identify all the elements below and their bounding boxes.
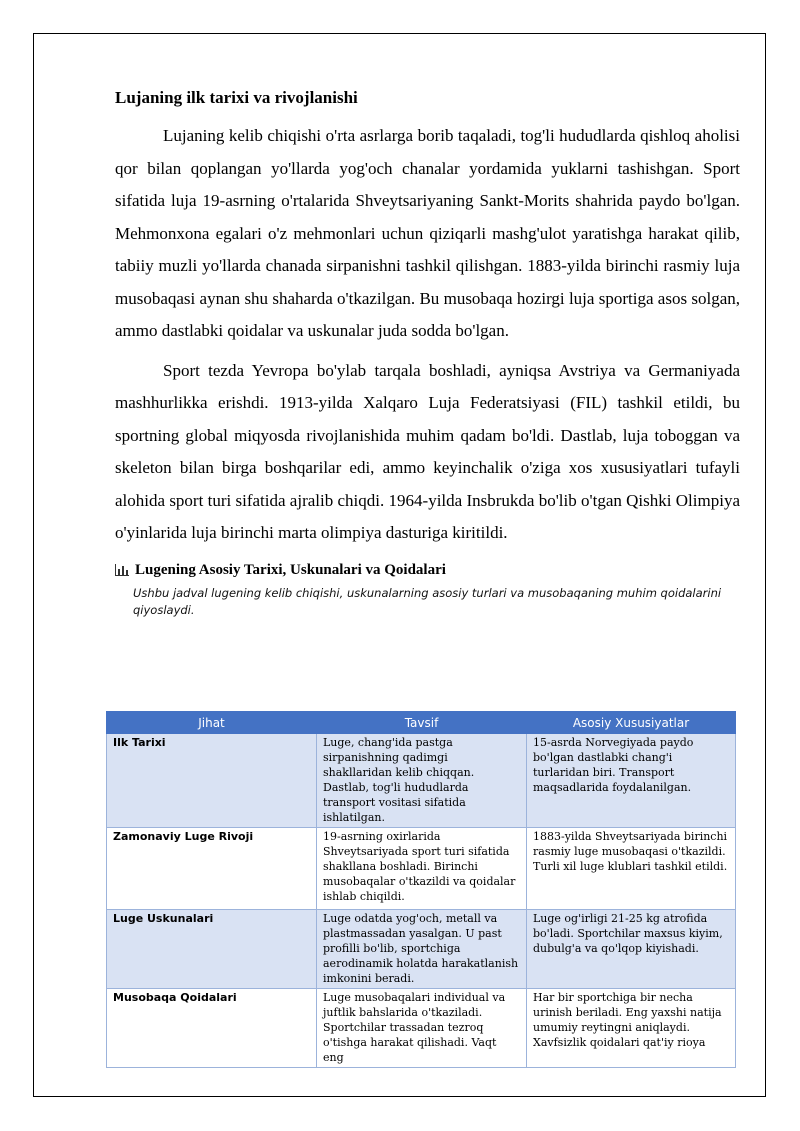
header-aspect: Jihat <box>107 712 317 734</box>
table-title: Lugening Asosiy Tarixi, Uskunalari va Qoidalari <box>135 561 446 578</box>
cell-description: 19-asrning oxirlarida Shveytsariyada sport turi sifatida shakllana boshladi. Birinchi musobaqalar o'tkazildi va qoidalar ishlab chiqildi. <box>317 828 527 910</box>
cell-aspect: Zamonaviy Luge Rivoji <box>107 828 317 910</box>
info-table <box>106 711 736 1068</box>
cell-aspect: Musobaqa Qoidalari <box>107 989 317 1068</box>
cell-aspect: Luge Uskunalari <box>107 910 317 989</box>
header-features: Asosiy Xususiyatlar <box>527 712 736 734</box>
cell-description: Luge musobaqalari individual va juftlik bahslarida o'tkaziladi. Sportchilar trassadan tezroq o'tishga harakat qilishadi. Vaqt eng <box>317 989 527 1068</box>
table-row <box>107 989 736 1068</box>
bar-chart-icon <box>115 564 129 576</box>
cell-features: 1883-yilda Shveytsariyada birinchi rasmiy luge musobaqasi o'tkazildi. Turli xil luge klublari tashkil etildi. <box>527 828 736 910</box>
cell-description: Luge, chang'ida pastga sirpanishning qadimgi shakllaridan kelib chiqqan. Dastlab, tog'li hududlarda transport vositasi sifatida ishlatilgan. <box>317 734 527 828</box>
table-caption: Ushbu jadval lugening kelib chiqishi, uskunalarning asosiy turlari va musobaqaning muhim qoidalarini qiyoslaydi. <box>133 585 722 617</box>
cell-description: Luge odatda yog'och, metall va plastmassadan yasalgan. U past profilli bo'lib, sportchiga aerodinamik holatda harakatlanish imkonini beradi. <box>317 910 527 989</box>
section-title: Lujaning ilk tarixi va rivojlanishi <box>115 88 358 107</box>
table-heading <box>115 562 740 579</box>
table-row <box>107 734 736 828</box>
cell-features: 15-asrda Norvegiyada paydo bo'lgan dastlabki chang'i turlaridan biri. Transport maqsadlarida foydalanilgan. <box>527 734 736 828</box>
document-body <box>115 86 740 619</box>
cell-features: Har bir sportchiga bir necha urinish beriladi. Eng yaxshi natija umumiy reytingni aniqlaydi. Xavfsizlik qoidalari qat'iy rioya <box>527 989 736 1068</box>
table-row <box>107 828 736 910</box>
paragraph-development: Sport tezda Yevropa bo'ylab tarqala boshladi, ayniqsa Avstriya va Germaniyada mashhurlikka erishdi. 1913-yilda Xalqaro Luja Federatsiyasi (FIL) tashkil etildi, bu sportning global miqyosda rivojlanishida muhim qadam bo'ldi. Dastlab, luja toboggan va skeleton bilan birga boshqarilar edi, ammo keyinchalik o'ziga xos xususiyatlari tufayli alohida sport turi sifatida ajralib chiqdi. 1964-yilda Insbrukda bo'lib o'tgan Qishki Olimpiya o'yinlarida luja birinchi marta olimpiya dasturiga kiritildi. <box>115 360 740 542</box>
table-row <box>107 910 736 989</box>
cell-features: Luge og'irligi 21-25 kg atrofida bo'ladi. Sportchilar maxsus kiyim, dubulg'a va qo'lqop kiyishadi. <box>527 910 736 989</box>
cell-aspect: Ilk Tarixi <box>107 734 317 828</box>
paragraph-history: Lujaning kelib chiqishi o'rta asrlarga borib taqaladi, tog'li hududlarda qishloq aholisi qor bilan qoplangan yo'llarda yog'och chanalar yordamida yuklarni tashishgan. Sport sifatida luja 19-asrning o'rtalarida Shveytsariyaning Sankt-Morits shahrida paydo bo'lgan. Mehmonxona egalari o'z mehmonlari uchun qiziqarli mashg'ulot yaratishga harakat qilib, tabiiy muzli yo'llarda chanada sirpanishni tashkil qilishgan. 1883-yilda birinchi rasmiy luja musobaqasi aynan shu shaharda o'tkazilgan. Bu musobaqa hozirgi luja sportiga asos solgan, ammo dastlabki qoidalar va uskunalar juda sodda bo'lgan. <box>115 126 740 340</box>
header-description: Tavsif <box>317 712 527 734</box>
table-header-row <box>107 712 736 734</box>
